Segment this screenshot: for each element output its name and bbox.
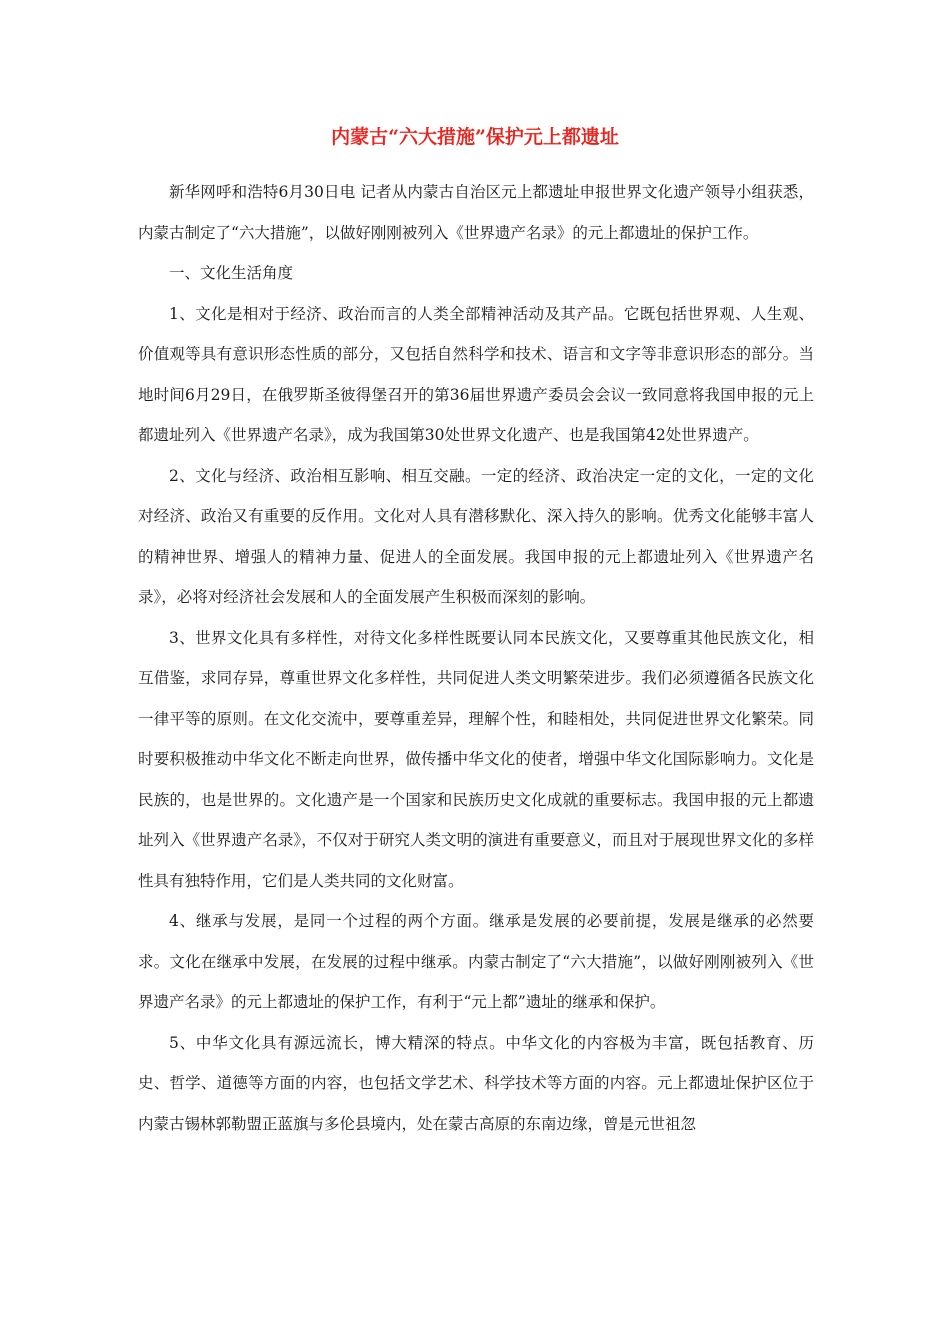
paragraph-point-2: 2、文化与经济、政治相互影响、相互交融。一定的经济、政治决定一定的文化，一定的文化对经济、政治又有重要的反作用。文化对人具有潜移默化、深入持久的影响。优秀文化能够丰富人的精神世界、增强人的精神力量、促进人的全面发展。我国申报的元上都遗址列入《世界遗产名录》，必将对经济社会发展和人的全面发展产生积极而深刻的影响。 <box>138 466 814 606</box>
section-heading: 一、文化生活角度 <box>169 264 294 282</box>
paragraph-intro: 新华网呼和浩特6月30日电 记者从内蒙古自治区元上都遗址申报世界文化遗产领导小组获悉，内蒙古制定了“六大措施”，以做好刚刚被列入《世界遗产名录》的元上都遗址的保护工作。 <box>138 183 814 242</box>
document-body <box>138 172 814 1144</box>
paragraph-point-5: 5、中华文化具有源远流长，博大精深的特点。中华文化的内容极为丰富，既包括教育、历史、哲学、道德等方面的内容，也包括文学艺术、科学技术等方面的内容。元上都遗址保护区位于内蒙古锡林郭勒盟正蓝旗与多伦县境内，处在蒙古高原的东南边缘，曾是元世祖忽 <box>138 1033 814 1133</box>
paragraph-point-3: 3、世界文化具有多样性，对待文化多样性既要认同本民族文化，又要尊重其他民族文化，相互借鉴，求同存异，尊重世界文化多样性，共同促进人类文明繁荣进步。我们必须遵循各民族文化一律平等的原则。在文化交流中，要尊重差异，理解个性，和睦相处，共同促进世界文化繁荣。同时要积极推动中华文化不断走向世界，做传播中华文化的使者，增强中华文化国际影响力。文化是民族的，也是世界的。文化遗产是一个国家和民族历史文化成就的重要标志。我国申报的元上都遗址列入《世界遗产名录》，不仅对于研究人类文明的演进有重要意义，而且对于展现世界文化的多样性具有独特作用，它们是人类共同的文化财富。 <box>138 628 814 890</box>
paragraph-point-1: 1、文化是相对于经济、政治而言的人类全部精神活动及其产品。它既包括世界观、人生观、价值观等具有意识形态性质的部分，又包括自然科学和技术、语言和文字等非意识形态的部分。当地时间6月29日，在俄罗斯圣彼得堡召开的第36届世界遗产委员会会议一致同意将我国申报的元上都遗址列入《世界遗产名录》，成为我国第30处世界文化遗产、也是我国第42处世界遗产。 <box>138 304 814 444</box>
paragraph-point-4: 4、继承与发展，是同一个过程的两个方面。继承是发展的必要前提，发展是继承的必然要求。文化在继承中发展，在发展的过程中继承。内蒙古制定了“六大措施”，以做好刚刚被列入《世界遗产名录》的元上都遗址的保护工作，有利于“元上都”遗址的继承和保护。 <box>138 912 814 1011</box>
document-title: 内蒙古“六大措施”保护元上都遗址 <box>331 126 619 148</box>
